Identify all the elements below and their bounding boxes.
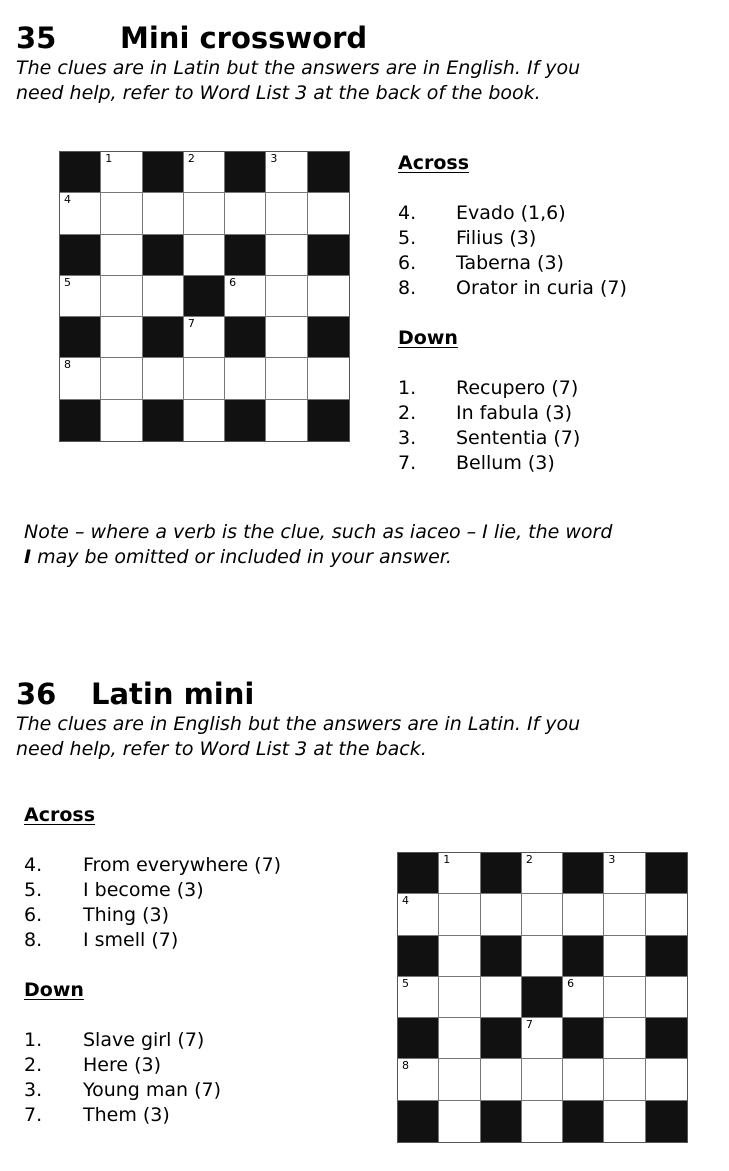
- grid-cell[interactable]: [604, 894, 645, 935]
- grid-cell[interactable]: [646, 894, 687, 935]
- down-clues-36: 1. Slave girl (7) 2. Here (3) 3. Young man (7) 7. Them (3): [24, 1029, 222, 1126]
- puzzle-36-number: 36: [16, 677, 57, 711]
- puzzle-36-title: Latin mini: [91, 677, 255, 711]
- black-cell: [481, 936, 522, 977]
- down-clues-35: 1. Recupero (7) 2. In fabula (3) 3. Sententia (7) 7. Bellum (3): [398, 377, 581, 474]
- grid-cell[interactable]: [604, 936, 645, 977]
- black-cell: [563, 853, 604, 894]
- cell-number: 8: [402, 1059, 409, 1073]
- crossword-grid-35: [59, 151, 350, 442]
- cell-number: 3: [270, 152, 278, 165]
- black-cell: [225, 152, 266, 193]
- black-cell: [646, 936, 687, 977]
- black-cell: [398, 1101, 439, 1142]
- grid-cell[interactable]: [439, 894, 480, 935]
- intro-line-1: The clues are in Latin but the answers are in English. If you: [16, 57, 581, 79]
- grid-cell[interactable]: [481, 1059, 522, 1100]
- black-cell: [398, 1018, 439, 1059]
- grid-cell[interactable]: [398, 894, 439, 935]
- cell-number: 2: [187, 152, 195, 165]
- grid-cell[interactable]: [266, 235, 307, 276]
- grid-cell[interactable]: [563, 977, 604, 1018]
- grid-cell[interactable]: [522, 1101, 563, 1142]
- grid-cell[interactable]: [184, 193, 225, 234]
- black-cell: [184, 276, 225, 317]
- black-cell: [398, 853, 439, 894]
- grid-cell[interactable]: [604, 977, 645, 1018]
- puzzle-35-intro: [16, 56, 693, 106]
- black-cell: [143, 235, 184, 276]
- puzzle-36-intro: [16, 712, 693, 762]
- grid-cell[interactable]: [398, 977, 439, 1018]
- intro-line-2: need help, refer to Word List 3 at the back of the book.: [16, 82, 541, 104]
- grid-cell[interactable]: [184, 152, 225, 193]
- puzzle-35-number: 35: [16, 21, 57, 55]
- black-cell: [60, 317, 101, 358]
- grid-cell[interactable]: [266, 317, 307, 358]
- cell-number: 1: [105, 152, 113, 165]
- black-cell: [225, 317, 266, 358]
- note-rest: may be omitted or included in your answer.: [31, 546, 452, 568]
- grid-cell[interactable]: [522, 853, 563, 894]
- cell-number: 6: [567, 976, 575, 990]
- cell-number: 1: [443, 853, 451, 866]
- grid-cell[interactable]: [60, 193, 101, 234]
- grid-cell[interactable]: [143, 358, 184, 399]
- grid-cell[interactable]: [308, 193, 349, 234]
- black-cell: [60, 235, 101, 276]
- grid-cell[interactable]: [439, 936, 480, 977]
- black-cell: [143, 317, 184, 358]
- black-cell: [563, 1101, 604, 1142]
- grid-cell[interactable]: [225, 358, 266, 399]
- across-heading-35: Across: [398, 152, 470, 174]
- grid-cell[interactable]: [439, 1101, 480, 1142]
- black-cell: [308, 235, 349, 276]
- grid-cell[interactable]: [225, 276, 266, 317]
- grid-cell[interactable]: [60, 358, 101, 399]
- note-line-2: [24, 545, 704, 570]
- note-bold-word: I: [24, 546, 32, 568]
- grid-cell[interactable]: [563, 1059, 604, 1100]
- black-cell: [481, 1101, 522, 1142]
- grid-cell[interactable]: [101, 400, 142, 441]
- black-cell: [398, 936, 439, 977]
- grid-cell[interactable]: [143, 276, 184, 317]
- intro-line-1: The clues are in English but the answers are in Latin. If you: [16, 713, 581, 735]
- grid-cell[interactable]: [646, 977, 687, 1018]
- black-cell: [308, 400, 349, 441]
- black-cell: [143, 400, 184, 441]
- black-cell: [646, 1018, 687, 1059]
- puzzle-35-note: [24, 520, 704, 570]
- grid-cell[interactable]: [481, 894, 522, 935]
- grid-cell[interactable]: [398, 1059, 439, 1100]
- grid-cell[interactable]: [101, 193, 142, 234]
- grid-cell[interactable]: [439, 1018, 480, 1059]
- grid-cell[interactable]: [101, 152, 142, 193]
- note-line-1: Note – where a verb is the clue, such as iaceo – I lie, the word: [24, 521, 613, 543]
- across-heading-36: Across: [24, 804, 96, 826]
- across-clues-36: 4. From everywhere (7) 5. I become (3) 6. Thing (3) 8. I smell (7): [24, 854, 282, 951]
- grid-cell[interactable]: [60, 276, 101, 317]
- black-cell: [225, 400, 266, 441]
- grid-cell[interactable]: [563, 894, 604, 935]
- intro-line-2: need help, refer to Word List 3 at the back.: [16, 738, 427, 760]
- black-cell: [481, 1018, 522, 1059]
- cell-number: 8: [64, 358, 71, 372]
- cell-number: 5: [402, 976, 409, 990]
- grid-cell[interactable]: [184, 235, 225, 276]
- grid-cell[interactable]: [225, 193, 266, 234]
- grid-cell[interactable]: [308, 358, 349, 399]
- down-heading-36: Down: [24, 979, 84, 1001]
- grid-cell[interactable]: [439, 977, 480, 1018]
- cell-number: 7: [187, 317, 195, 331]
- grid-cell[interactable]: [646, 1059, 687, 1100]
- cell-number: 7: [525, 1018, 533, 1032]
- down-heading-35: Down: [398, 327, 458, 349]
- across-clues-35: 4. Evado (1,6) 5. Filius (3) 6. Taberna (3) 8. Orator in curia (7): [398, 202, 627, 299]
- grid-cell[interactable]: [266, 400, 307, 441]
- black-cell: [522, 977, 563, 1018]
- crossword-grid-36: [397, 852, 688, 1143]
- black-cell: [60, 152, 101, 193]
- cell-number: 3: [608, 853, 616, 866]
- grid-cell[interactable]: [266, 276, 307, 317]
- grid-cell[interactable]: [184, 358, 225, 399]
- puzzle-35-title: Mini crossword: [120, 21, 368, 55]
- grid-cell[interactable]: [308, 276, 349, 317]
- grid-cell[interactable]: [439, 1059, 480, 1100]
- black-cell: [143, 152, 184, 193]
- grid-cell[interactable]: [522, 936, 563, 977]
- grid-cell[interactable]: [266, 152, 307, 193]
- grid-cell[interactable]: [604, 853, 645, 894]
- cell-number: 6: [229, 275, 237, 289]
- grid-cell[interactable]: [522, 894, 563, 935]
- black-cell: [308, 317, 349, 358]
- grid-cell[interactable]: [604, 1018, 645, 1059]
- black-cell: [563, 936, 604, 977]
- grid-cell[interactable]: [522, 1018, 563, 1059]
- black-cell: [225, 235, 266, 276]
- grid-cell[interactable]: [101, 276, 142, 317]
- grid-cell[interactable]: [604, 1059, 645, 1100]
- grid-cell[interactable]: [101, 317, 142, 358]
- black-cell: [308, 152, 349, 193]
- grid-cell[interactable]: [101, 358, 142, 399]
- black-cell: [646, 853, 687, 894]
- black-cell: [563, 1018, 604, 1059]
- grid-cell[interactable]: [604, 1101, 645, 1142]
- grid-cell[interactable]: [266, 358, 307, 399]
- black-cell: [481, 853, 522, 894]
- grid-cell[interactable]: [439, 853, 480, 894]
- cell-number: 4: [64, 193, 71, 207]
- black-cell: [646, 1101, 687, 1142]
- grid-cell[interactable]: [184, 400, 225, 441]
- black-cell: [60, 400, 101, 441]
- cell-number: 5: [64, 275, 71, 289]
- cell-number: 2: [525, 853, 533, 866]
- grid-cell[interactable]: [481, 977, 522, 1018]
- grid-cell[interactable]: [143, 193, 184, 234]
- grid-cell[interactable]: [522, 1059, 563, 1100]
- grid-cell[interactable]: [266, 193, 307, 234]
- grid-cell[interactable]: [101, 235, 142, 276]
- cell-number: 4: [402, 894, 409, 908]
- grid-cell[interactable]: [184, 317, 225, 358]
